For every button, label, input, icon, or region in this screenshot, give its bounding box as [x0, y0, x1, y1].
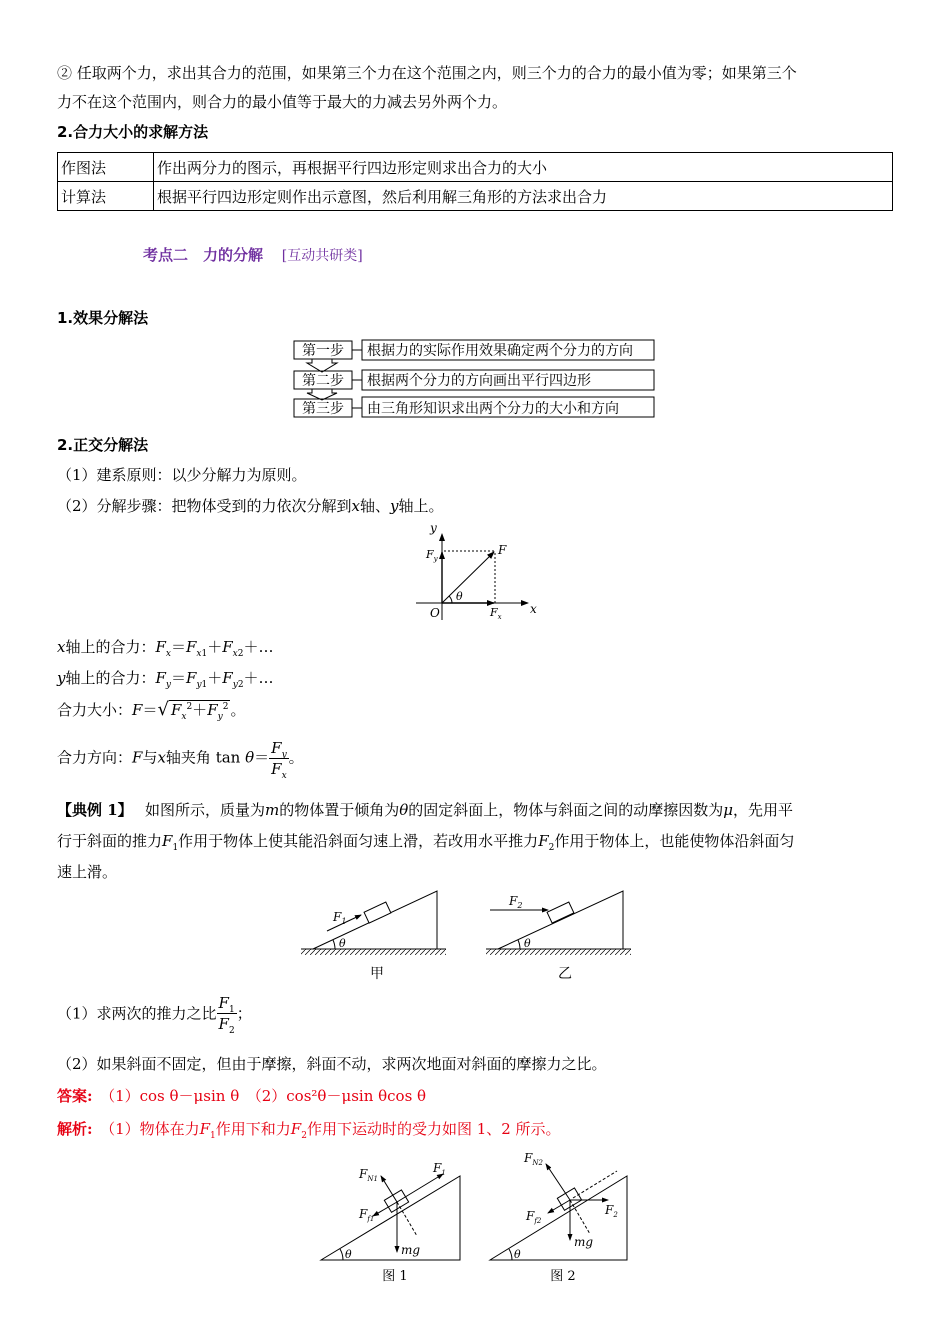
ortho-heading: 2.正交分解法 — [57, 436, 149, 454]
svg-text:Ff2: $F_{f2}$ — [526, 1209, 542, 1225]
fy-label: $F_y$ — [426, 548, 438, 563]
topic-title: 考点二 力的分解 — [143, 246, 264, 264]
force-vector — [442, 552, 494, 603]
table-row — [58, 153, 893, 182]
fx-equation: x轴上的合力：$F_x=F_{x1}+F_{x2}+\dots$ — [57, 638, 274, 659]
figure-1 — [321, 1161, 460, 1261]
step-2-text: 根据两个分力的方向画出平行四边形 — [367, 373, 591, 389]
step-1-text: 根据力的实际作用效果确定两个分力的方向 — [367, 343, 633, 359]
example-line-1: 【典例 1】 如图所示，质量为m的物体置于倾角为θ的固定斜面上，物体与斜面之间的动摩擦因数为μ，先用平 — [57, 801, 794, 819]
effect-heading: 1.效果分解法 — [57, 309, 149, 327]
theta-arc — [449, 596, 452, 603]
magnitude-equation: 合力大小：F＝√ $F_x^2+F_y^2$ 。 — [57, 699, 246, 722]
method-name: 作图法 — [58, 153, 154, 182]
step-2-label: 第二步 — [302, 373, 344, 389]
step-3-label: 第三步 — [302, 401, 344, 417]
svg-text:F1: $F_1$ — [433, 1161, 446, 1177]
method-name: 计算法 — [58, 182, 154, 211]
x-axis-label: x — [530, 602, 537, 616]
steps-flowchart — [290, 336, 660, 422]
step-1-label: 第一步 — [302, 343, 344, 359]
answer-label: 答案: — [57, 1087, 93, 1105]
svg-text:mg: mg — [574, 1235, 594, 1249]
svg-text:F1: $F_1$ — [333, 910, 347, 926]
fy-equation: y轴上的合力：$F_y=F_{y1}+F_{y2}+\dots$ — [57, 669, 274, 690]
f-label: F — [498, 543, 507, 557]
figure-jia — [301, 891, 446, 955]
method-desc: 根据平行四边形定则作出示意图，然后利用解三角形的方法求出合力 — [154, 182, 893, 211]
svg-text:mg: mg — [401, 1243, 421, 1257]
topic-heading — [143, 244, 363, 265]
svg-text:F2: $F_2$ — [605, 1203, 618, 1219]
figure-1-caption: 图 1 — [382, 1269, 408, 1284]
svg-text:θ: θ — [524, 937, 531, 950]
svg-text:FN2: $F_{N2}$ — [524, 1151, 543, 1167]
example-line-3: 速上滑。 — [57, 863, 118, 881]
topic-tag: [互动共研类] — [281, 248, 363, 264]
table-row — [58, 182, 893, 211]
arrow-down-icon — [307, 359, 337, 372]
intro-line-2: 力不在这个范围内，则合力的最小值等于最大的力减去另外两个力。 — [57, 93, 508, 111]
svg-text:F2: $F_2$ — [509, 894, 523, 910]
theta-label: θ — [456, 590, 463, 603]
svg-text:FN1: $F_{N1}$ — [359, 1167, 378, 1183]
svg-text:θ: θ — [339, 937, 346, 950]
question-1: （1）求两次的推力之比 $\frac{F_1}{F_2}$ ； — [57, 994, 252, 1036]
incline-figures — [295, 885, 640, 985]
fx-label: $F_x$ — [490, 606, 502, 621]
direction-equation: 合力方向：F与x轴夹角 tan θ＝ $\frac{F_y}{F_x}$ 。 — [57, 739, 304, 781]
ortho-item-1: （1）建系原则：以少分解力为原则。 — [57, 466, 307, 484]
method-desc: 作出两分力的图示，再根据平行四边形定则求出合力的大小 — [154, 153, 893, 182]
figure-yi-caption: 乙 — [558, 966, 572, 982]
step-3-text: 由三角形知识求出两个分力的大小和方向 — [367, 401, 619, 417]
arrow-down-icon — [307, 389, 337, 400]
force-diagrams — [315, 1148, 645, 1288]
example-line-2: 行于斜面的推力$F_1$作用于物体上使其能沿斜面匀速上滑，若改用水平推力$F_2$作用于物体上，也能使物体沿斜面匀 — [57, 832, 795, 853]
analysis-label: 解析: — [57, 1120, 93, 1138]
figure-2-caption: 图 2 — [550, 1269, 576, 1284]
answer-text: （1）cos θ－μsin θ （2）cos²θ－μsin θcos θ — [107, 1087, 427, 1105]
ortho-item-2: （2）分解步骤：把物体受到的力依次分解到x轴、y轴上。 — [57, 497, 444, 515]
svg-text:θ: θ — [345, 1248, 352, 1261]
figure-yi — [486, 891, 631, 955]
analysis-line: 解析: （1）物体在力$F_1$作用下和力$F_2$作用下运动时的受力如图 1、2 所示。 — [57, 1120, 561, 1141]
intro-line-1: ② 任取两个力，求出其合力的范围，如果第三个力在这个范围之内，则三个力的合力的最小值为零；如果第三个 — [57, 64, 797, 82]
section-heading-resultant-methods: 2.合力大小的求解方法 — [57, 123, 209, 141]
example-tag: 【典例 1】 — [57, 801, 126, 819]
methods-table — [57, 152, 893, 211]
origin-label: O — [430, 606, 440, 620]
orthogonal-axes-diagram — [410, 520, 545, 625]
answer-line — [57, 1086, 426, 1106]
svg-text:θ: θ — [514, 1248, 521, 1261]
question-2: （2）如果斜面不固定，但由于摩擦，斜面不动，求两次地面对斜面的摩擦力之比。 — [57, 1055, 607, 1073]
y-axis-label: y — [430, 521, 437, 535]
figure-2 — [490, 1151, 627, 1261]
svg-text:Ff1: $F_{f1}$ — [359, 1207, 375, 1223]
figure-jia-caption: 甲 — [370, 966, 384, 982]
